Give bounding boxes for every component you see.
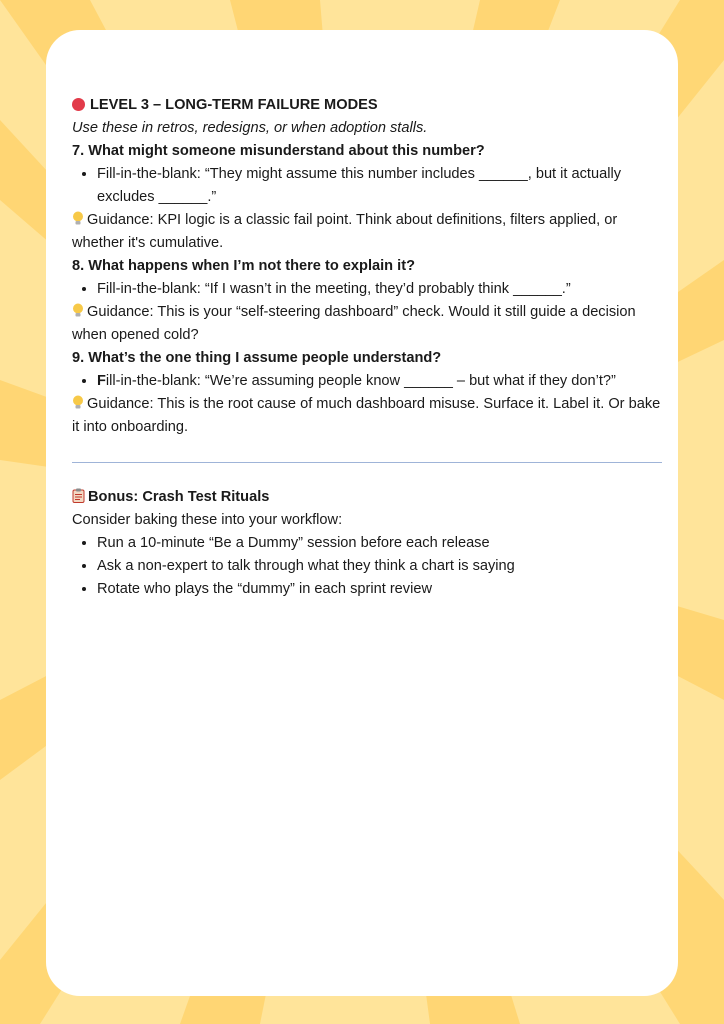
bonus-heading: Bonus: Crash Test Rituals [72,486,662,509]
question-7-title: 7. What might someone misunderstand about this number? [72,143,485,159]
question-7-guidance: Guidance: KPI logic is a classic fail point. Think about definitions, filters applied, or whether it's cumulative. [72,212,618,251]
question-8-bullet: • Fill-in-the-blank: “If I wasn’t in the meeting, they’d probably think ______.” [97,278,662,301]
lightbulb-icon [72,303,84,318]
bonus-item: • Rotate who plays the “dummy” in each sprint review [97,578,662,601]
question-9-title: 9. What’s the one thing I assume people understand? [72,350,442,366]
section-divider [72,462,662,463]
lightbulb-icon [72,211,84,226]
question-7-list [72,163,662,209]
bonus-item: • Run a 10-minute “Be a Dummy” session before each release [97,532,662,555]
document-content [72,94,662,601]
lightbulb-icon [72,395,84,410]
bonus-list [72,532,662,601]
question-8-title: 8. What happens when I’m not there to explain it? [72,258,415,274]
red-circle-icon [72,98,85,111]
question-8-guidance: Guidance: This is your “self-steering dashboard” check. Would it still guide a decision when opened cold? [72,304,636,343]
question-7-bullet: • Fill-in-the-blank: “They might assume this number includes ______, but it actually excludes ______.” [97,163,662,209]
level3-intro: Use these in retros, redesigns, or when adoption stalls. [72,120,428,136]
clipboard-icon [72,488,85,503]
bonus-intro: Consider baking these into your workflow: [72,512,343,528]
level3-heading: LEVEL 3 – LONG-TERM FAILURE MODES [72,94,662,117]
bonus-item: • Ask a non-expert to talk through what they think a chart is saying [97,555,662,578]
question-8-list [72,278,662,301]
question-9-bullet: • Fill-in-the-blank: “We’re assuming people know ______ – but what if they don’t?” [97,370,662,393]
question-9-list [72,370,662,393]
question-9-guidance: Guidance: This is the root cause of much dashboard misuse. Surface it. Label it. Or bake it into onboarding. [72,396,661,435]
